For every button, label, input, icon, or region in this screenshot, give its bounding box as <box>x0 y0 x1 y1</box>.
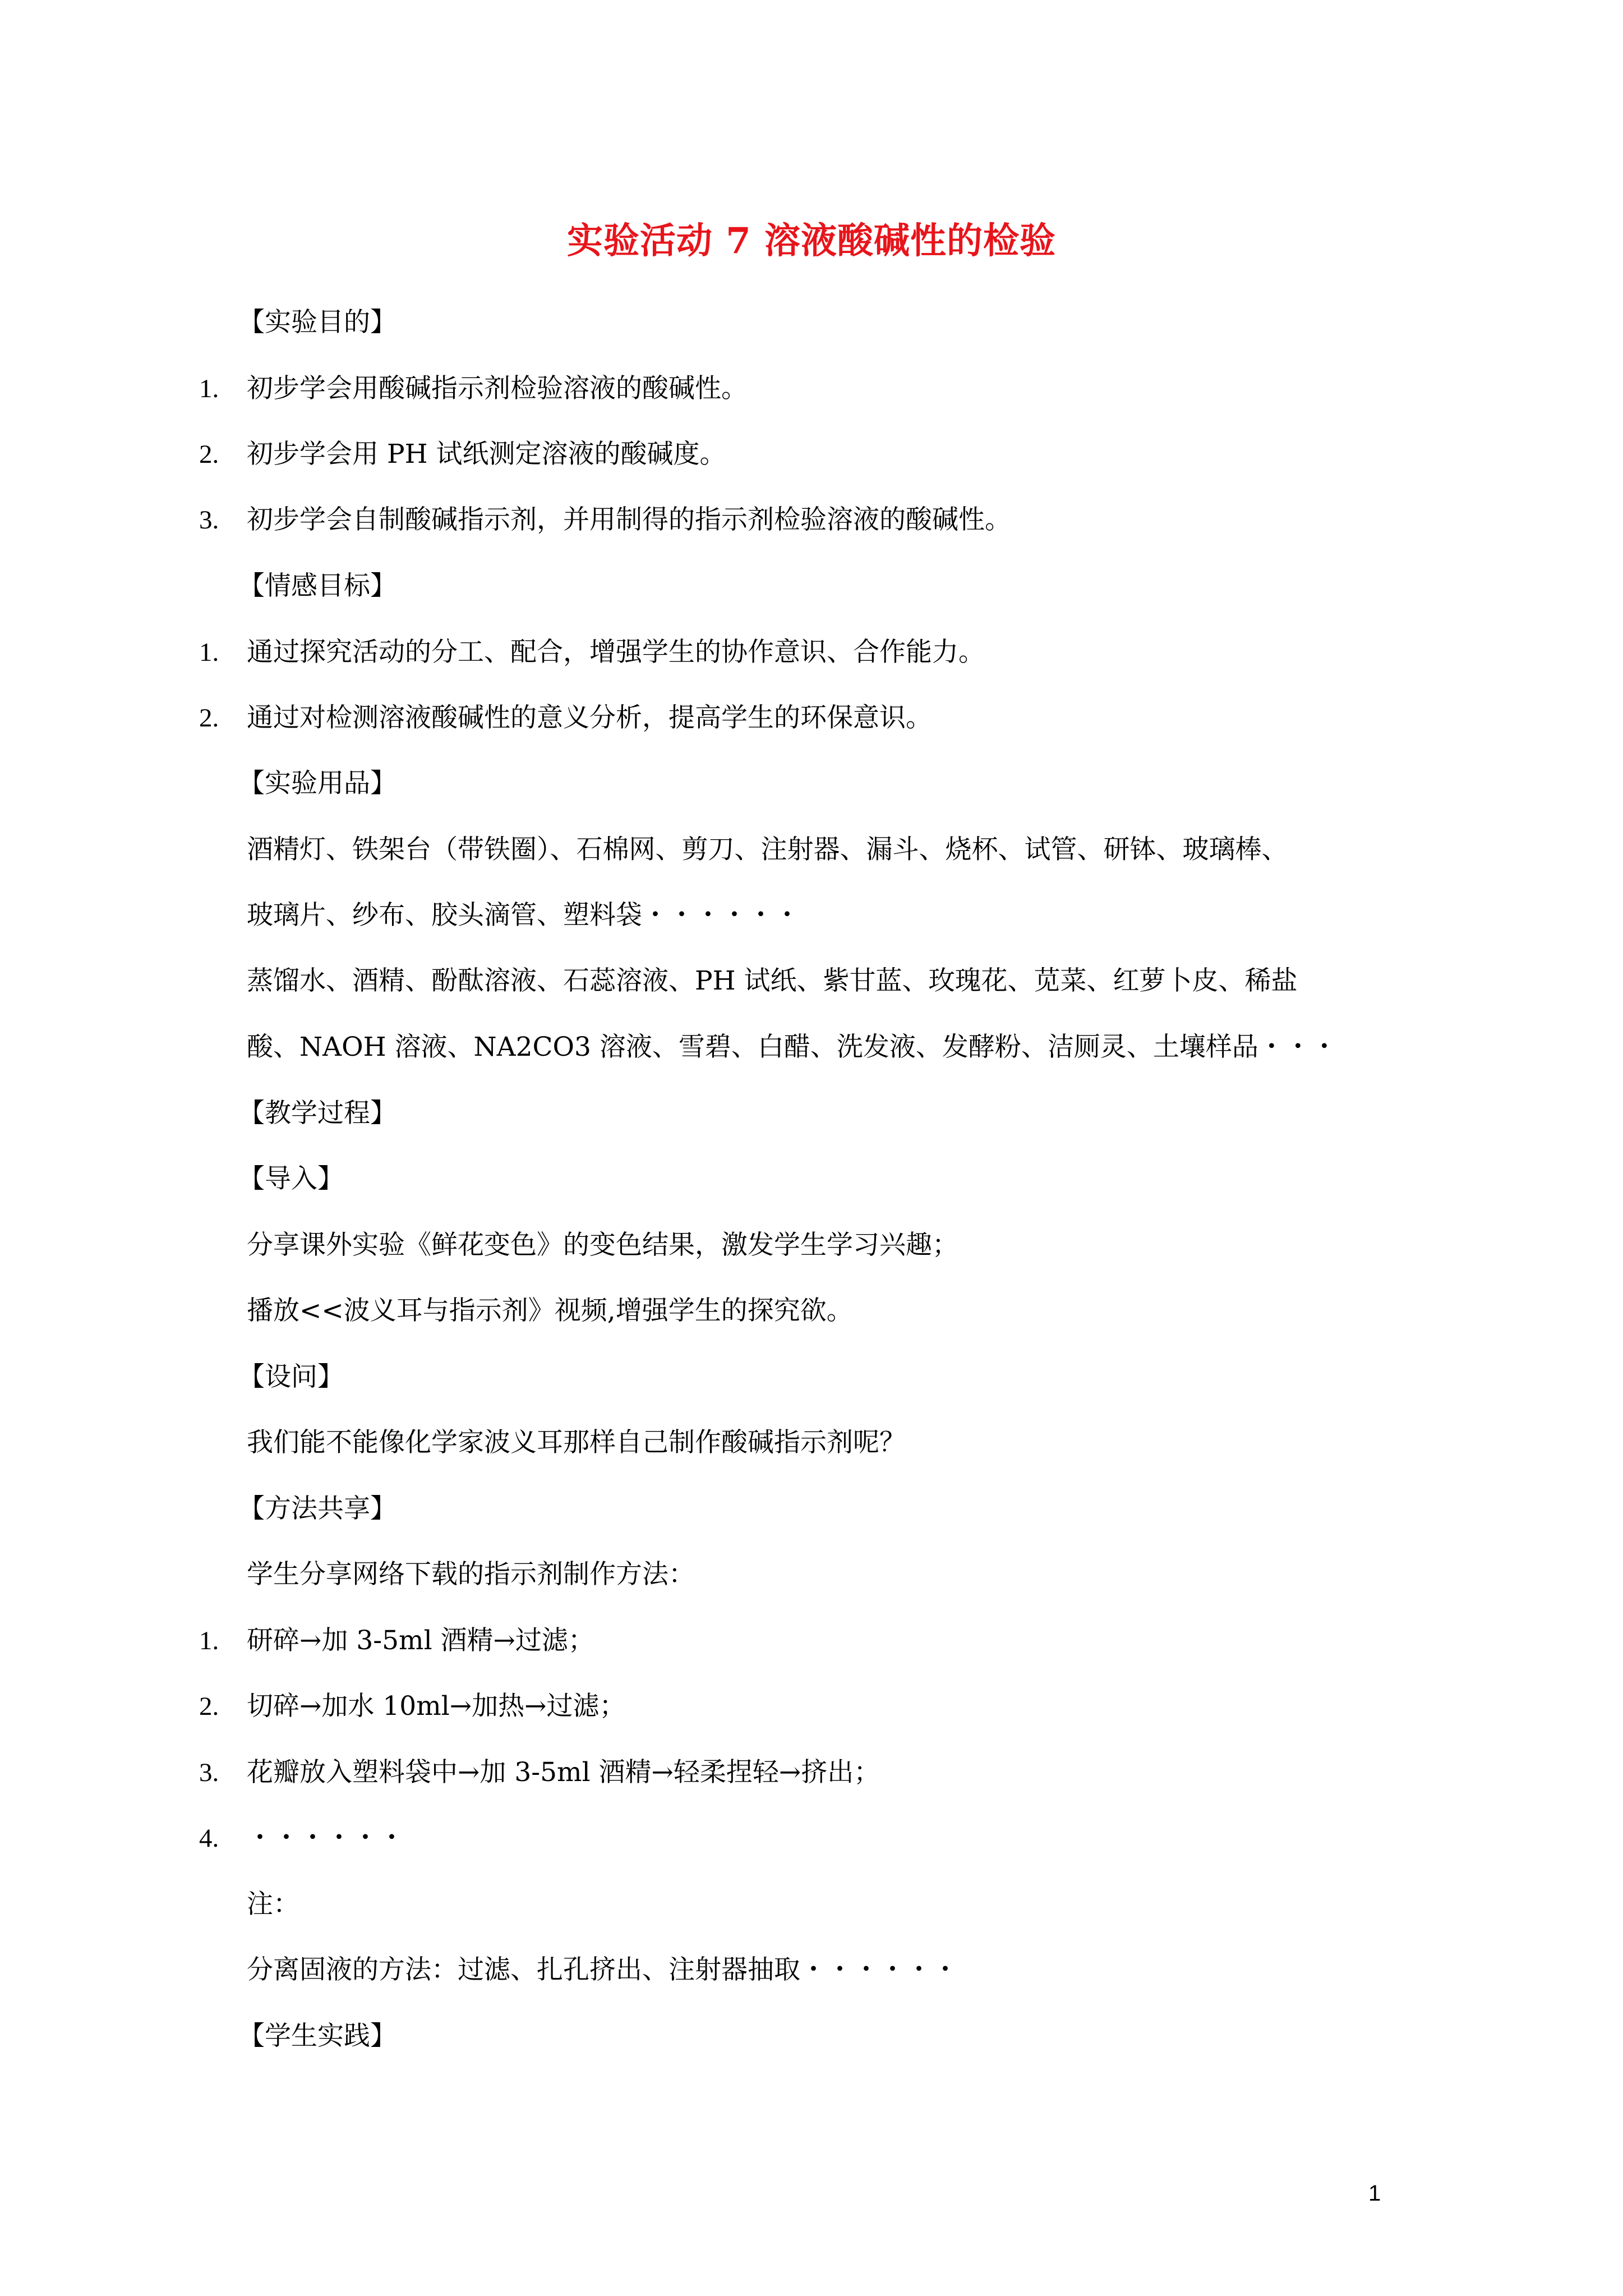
section-heading-question: 【设问】 <box>238 1361 344 1392</box>
list-item: ・・・・・・ <box>247 1823 405 1853</box>
section-heading-method: 【方法共享】 <box>238 1493 396 1524</box>
materials-line: 酒精灯、铁架台（带铁圈）、石棉网、剪刀、注射器、漏斗、烧杯、试管、研钵、玻璃棒、 <box>247 834 1288 865</box>
list-item: 通过对检测溶液酸碱性的意义分析，提高学生的环保意识。 <box>247 702 932 733</box>
intro-line: 播放<<波义耳与指示剂》视频,增强学生的探究欲。 <box>247 1295 853 1326</box>
list-item: 初步学会用 PH 试纸测定溶液的酸碱度。 <box>247 439 726 470</box>
list-number: 2. <box>199 440 219 469</box>
section-heading-emotion: 【情感目标】 <box>238 570 396 601</box>
list-item: 通过探究活动的分工、配合，增强学生的协作意识、合作能力。 <box>247 637 985 668</box>
materials-line: 酸、NAOH 溶液、NA2CO3 溶液、雪碧、白醋、洗发液、发酵粉、洁厕灵、土壤样品・・・ <box>247 1032 1338 1062</box>
list-number: 2. <box>199 1692 219 1721</box>
section-heading-aim: 【实验目的】 <box>238 307 396 338</box>
section-heading-process: 【教学过程】 <box>238 1098 396 1129</box>
materials-line: 玻璃片、纱布、胶头滴管、塑料袋・・・・・・ <box>247 900 800 931</box>
list-item: 初步学会用酸碱指示剂检验溶液的酸碱性。 <box>247 373 748 404</box>
materials-line: 蒸馏水、酒精、酚酞溶液、石蕊溶液、PH 试纸、紫甘蓝、玫瑰花、苋菜、红萝卜皮、稀盐 <box>247 965 1298 996</box>
list-item: 研碎→加 3-5ml 酒精→过滤； <box>247 1625 594 1656</box>
list-item: 切碎→加水 10ml→加热→过滤； <box>247 1691 626 1722</box>
list-item: 初步学会自制酸碱指示剂，并用制得的指示剂检验溶液的酸碱性。 <box>247 504 1011 535</box>
note-label: 注： <box>247 1889 299 1920</box>
list-number: 4. <box>199 1824 219 1853</box>
intro-line: 分享课外实验《鲜花变色》的变色结果，激发学生学习兴趣； <box>247 1230 958 1260</box>
list-number: 3. <box>199 1758 219 1787</box>
section-heading-intro: 【导入】 <box>238 1163 344 1194</box>
list-number: 1. <box>199 638 219 667</box>
section-heading-materials: 【实验用品】 <box>238 768 396 799</box>
list-number: 2. <box>199 703 219 733</box>
question-text: 我们能不能像化学家波义耳那样自己制作酸碱指示剂呢？ <box>247 1427 906 1458</box>
method-intro: 学生分享网络下载的指示剂制作方法： <box>247 1559 695 1590</box>
list-number: 1. <box>199 374 219 403</box>
page-number: 1 <box>1368 2181 1381 2206</box>
section-heading-practice: 【学生实践】 <box>238 2021 396 2051</box>
list-number: 1. <box>199 1626 219 1655</box>
document-title: 实验活动 7 溶液酸碱性的检验 <box>566 220 1057 262</box>
list-number: 3. <box>199 505 219 535</box>
list-item: 花瓣放入塑料袋中→加 3-5ml 酒精→轻柔捏轻→挤出； <box>247 1757 880 1788</box>
note-text: 分离固液的方法：过滤、扎孔挤出、注射器抽取・・・・・・ <box>247 1954 958 1985</box>
